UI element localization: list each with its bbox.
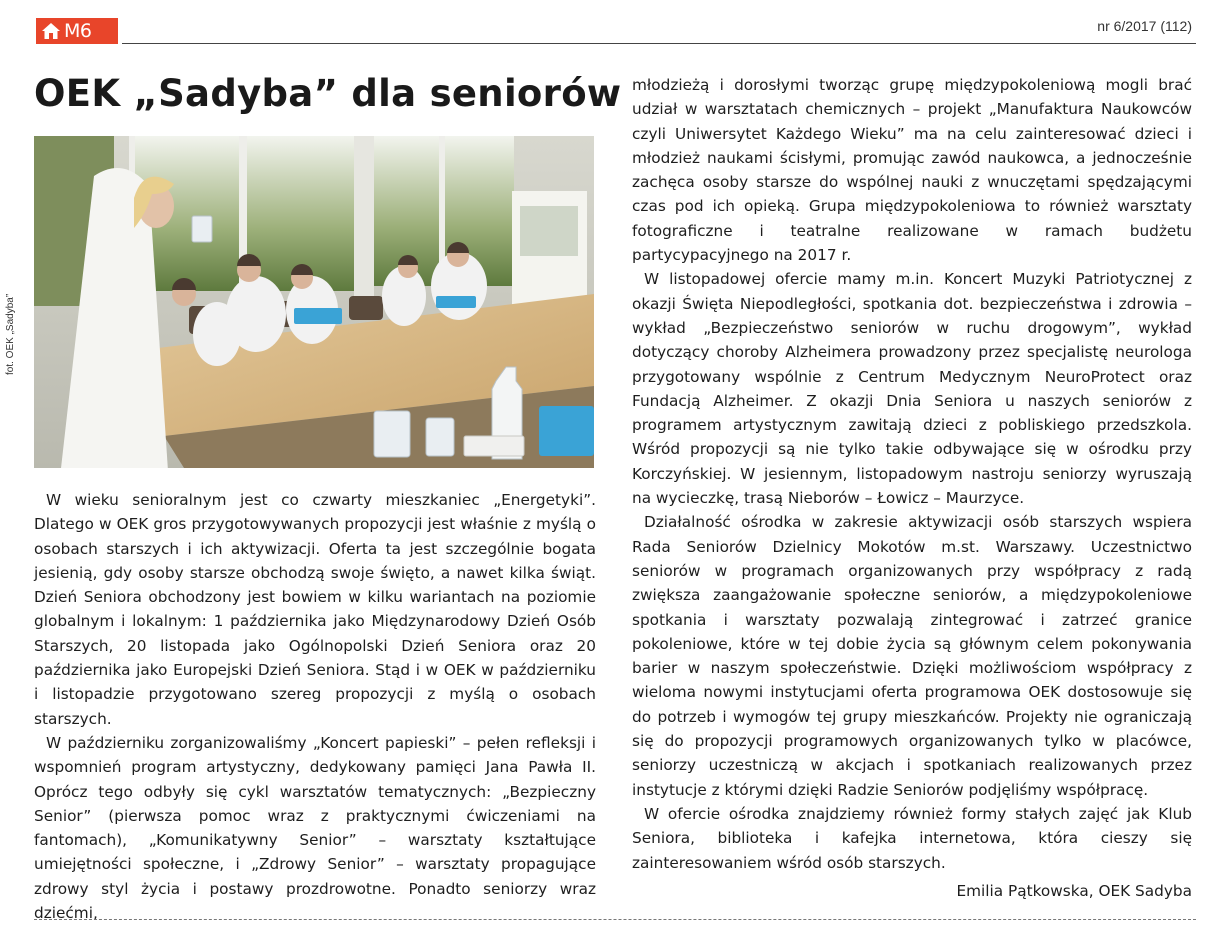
house-icon [41, 22, 61, 40]
paragraph: W październiku zorganizowaliśmy „Koncert papieski” – pełen refleksji i wspomnień program artystyczny, dedykowany pamięci Jana Pawła II. Oprócz tego odbyły się cykl warsztatów tematycznych: „Bezpieczny Senior” (pierwsza pomoc wraz z praktycznymi ćwiczeniami na fantomach), „Komunikatywny Senior” – warsztaty kształtujące umiejętności społeczne, i „Zdrowy Senior” – warsztaty propagujące zdrowy styl życia i postawy prozdrowotne. Ponadto seniorzy wraz dziećmi, [34, 733, 596, 923]
article-photo [34, 136, 594, 468]
photo-credit: fot. OEK „Sadyba” [5, 293, 16, 375]
issue-number: nr 6/2017 (112) [1097, 18, 1192, 34]
paragraph: W wieku senioralnym jest co czwarty mieszkaniec „Energetyki”. Dlatego w OEK gros przygotowywanych propozycji jest właśnie z myślą o osobach starszych i ich aktywizacji. Oferta ta jest szczególnie bogata jesienią, gdy osoby starsze obchodzą swoje święto, a nawet kilka świąt. Dzień Seniora obchodzony jest bowiem w kilku wariantach na poziomie globalnym i lokalnym: 1 października jako Międzynarodowy Dzień Osób Starszych, 20 listopada jako Ogólnopolski Dzień Seniora oraz 20 października jako Europejski Dzień Seniora. Stąd i w OEK w październiku i listopadzie przygotowano szereg propozycji z myślą o osobach starszych. [34, 491, 596, 728]
paragraph: młodzieżą i dorosłymi tworząc grupę międzypokoleniową mogli brać udział w warsztatach chemicznych – projekt „Manufaktura Naukowców czyli Uniwersytet Każdego Wieku” ma na celu zainteresować dzieci i młodzież naukami ścisłymi, promując zawód naukowca, a jednocześnie zachęca osoby starsze do wspólnej nauki z wnuczętami spędzającymi czas pod ich opieką. Grupa międzypokoleniowa to również warsztaty fotograficzne i teatralne realizowane w ramach budżetu partycypacyjnego na 2017 r. [632, 76, 1192, 265]
footer-rule [34, 919, 1196, 920]
district-logo [36, 18, 118, 44]
masthead [36, 18, 1196, 48]
article-author: Emilia Pątkowska, OEK Sadyba [956, 881, 1192, 900]
paragraph: W listopadowej ofercie mamy m.in. Koncert Muzyki Patriotycznej z okazji Święta Niepodległości, spotkania dot. bezpieczeństwa i zdrowia – wykład „Bezpieczeństwo seniorów w ruchu drogowym”, wykład dotyczący choroby Alzheimera prowadzony przez specjalistę neurologa przygotowany wspólnie z Centrum Medycznym NeuroProtect oraz Fundacją Alzheimer. Z okazji Dnia Seniora u naszych seniorów z programem artystycznym zawitają dzieci z pobliskiego przedszkola. Wśród propozycji są nie tylko takie odbywające się w ośrodku przy Korczyńskiej. W jesiennym, listopadowym nastroju seniorzy wyruszają na wycieczkę, trasą Nieborów – Łowicz – Maurzyce. [632, 270, 1192, 508]
article-title: OEK „Sadyba” dla seniorów [34, 72, 622, 115]
paragraph: W ofercie ośrodka znajdziemy również formy stałych zajęć jak Klub Seniora, biblioteka i kafejka internetowa, która cieszy się zainteresowaniem wśród osób starszych. [632, 804, 1192, 872]
classroom-photo-illustration [34, 136, 594, 468]
left-column [34, 488, 596, 925]
paragraph: Działalność ośrodka w zakresie aktywizacji osób starszych wspiera Rada Seniorów Dzielnicy Mokotów m.st. Warszawy. Uczestnictwo seniorów w programach organizowanych przy współpracy z radą zwiększa zaangażowanie społeczne seniorów, a międzypokoleniowe spotkania i warsztaty pozwalają zintegrować i zatrzeć granice pokoleniowe, które w tej dobie życia są głównym celem pokonywania barier w naszym społeczeństwie. Dzięki możliwościom współpracy z wieloma nowymi instytucjami oferta programowa OEK dostosowuje się do potrzeb i wymogów tej grupy mieszkańców. Projekty nie ograniczają się do propozycji programowych organizowanych tylko w placówce, seniorzy uczestniczą w akcjach i spotkaniach realizowanych przez instytucje z którymi dzięki Radzie Seniorów podjęliśmy współpracę. [632, 513, 1192, 799]
right-column [632, 73, 1192, 903]
header-rule [122, 43, 1196, 44]
logo-text: M6 [64, 20, 92, 42]
